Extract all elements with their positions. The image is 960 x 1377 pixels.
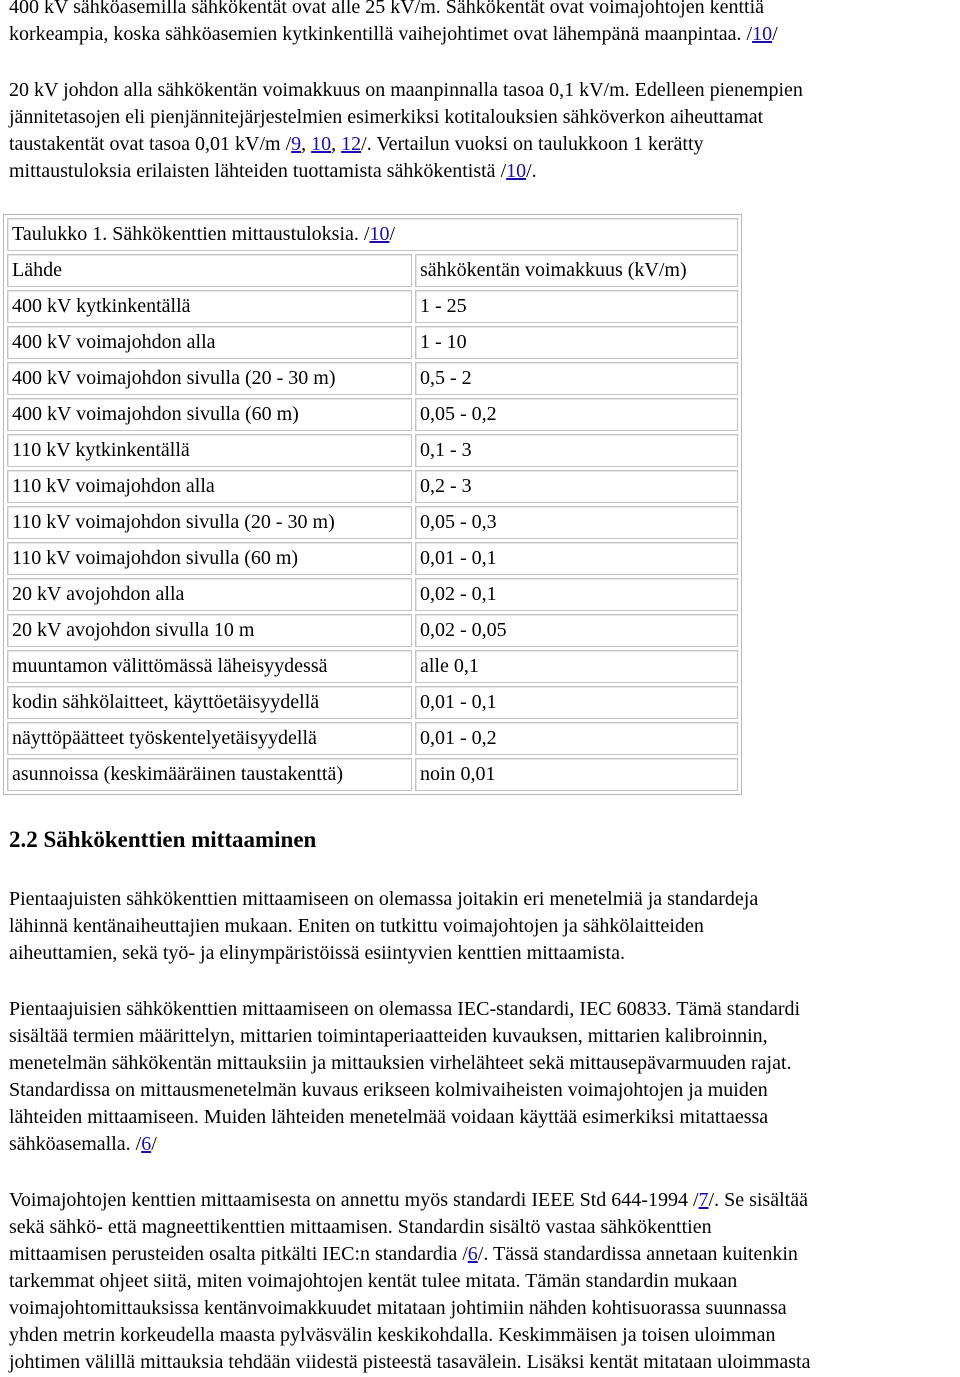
- text-run: /: [389, 223, 396, 245]
- reference-link-6[interactable]: 6: [467, 1243, 478, 1265]
- text-line: [9, 158, 954, 185]
- table-row: [7, 650, 738, 683]
- cell-source: 110 kV voimajohdon sivulla (60 m): [7, 542, 412, 575]
- cell-field-strength: 0,1 - 3: [415, 434, 738, 467]
- table-row: [7, 290, 738, 323]
- cell-field-strength: 0,5 - 2: [415, 362, 738, 395]
- measurement-table-wrapper: [3, 214, 742, 795]
- measurement-methods-paragraph: [9, 886, 954, 967]
- table-row: [7, 758, 738, 791]
- text-line: [9, 21, 954, 48]
- table-row: [7, 326, 738, 359]
- reference-link-12[interactable]: 12: [341, 133, 362, 155]
- text-line: voimajohtomittauksissa kentänvoimakkuudet mitataan johtimiin nähden kohtisuorassa suunnassa: [9, 1297, 787, 1319]
- text-line: sekä sähkö- että magneettikenttien mittaamisen. Standardin sisältö vastaa sähkökenttien: [9, 1216, 712, 1238]
- section-heading: 2.2 Sähkökenttien mittaaminen: [9, 827, 317, 852]
- field-strength-paragraph: [9, 77, 954, 185]
- cell-source: näyttöpäätteet työskentelyetäisyydellä: [7, 722, 412, 755]
- cell-source: 400 kV voimajohdon sivulla (60 m): [7, 398, 412, 431]
- text-line: yhden metrin korkeudella maasta pylväsvälin keskikohdalla. Keskimmäisen ja toisen uloimman: [9, 1324, 776, 1346]
- text-run: ,: [301, 133, 312, 155]
- table-row: [7, 614, 738, 647]
- text-line: menetelmän sähkökentän mittauksiin ja mittauksien virhelähteet sekä mittausepävarmuuden rajat.: [9, 1052, 792, 1074]
- reference-link-7[interactable]: 7: [698, 1189, 709, 1211]
- text-line: sisältää termien määrittelyn, mittarien toimintaperiaatteiden kuvauksen, mittarien kalibroinnin,: [9, 1025, 768, 1047]
- text-line: aiheuttamien, sekä työ- ja elinympäristöissä esiintyvien kenttien mittaamista.: [9, 942, 625, 964]
- cell-source: 110 kV kytkinkentällä: [7, 434, 412, 467]
- text-run: mittaustuloksia erilaisten lähteiden tuottamista sähkökentistä /: [9, 160, 507, 182]
- reference-link-9[interactable]: 9: [291, 133, 302, 155]
- text-line: tarkemmat ohjeet siitä, miten voimajohtojen kentät tulee mitata. Tämän standardin mukaan: [9, 1270, 738, 1292]
- table-caption-row: [7, 218, 738, 251]
- reference-link-6[interactable]: 6: [141, 1133, 152, 1155]
- text-line: jännitetasojen eli pienjännitejärjestelmien esimerkiksi kotitalouksien sähköverkon aiheuttamat: [9, 106, 764, 128]
- cell-field-strength: 1 - 25: [415, 290, 738, 323]
- text-run: taustakentät ovat tasoa 0,01 kV/m /: [9, 133, 292, 155]
- text-line: lähinnä kentänaiheuttajien mukaan. Eniten on tutkittu voimajohtojen ja sähkölaitteiden: [9, 915, 704, 937]
- text-line: johtimen välillä mittauksia tehdään viidestä pisteestä tasavälein. Lisäksi kentät mitataan uloimmasta: [9, 1351, 811, 1373]
- column-header-field-strength: sähkökentän voimakkuus (kV/m): [415, 254, 738, 287]
- cell-source: 400 kV voimajohdon alla: [7, 326, 412, 359]
- text-run: /. Tässä standardissa annetaan kuitenkin: [477, 1243, 798, 1265]
- text-line: [9, 131, 954, 158]
- table-row: [7, 470, 738, 503]
- table-row: [7, 686, 738, 719]
- text-line: Pientaajuisten sähkökenttien mittaamiseen on olemassa joitakin eri menetelmiä ja standardeja: [9, 888, 759, 910]
- iec-standard-paragraph: [9, 996, 954, 1158]
- text-line: 20 kV johdon alla sähkökentän voimakkuus on maanpinnalla tasoa 0,1 kV/m. Edelleen pienempien: [9, 79, 803, 101]
- cell-field-strength: 0,05 - 0,2: [415, 398, 738, 431]
- table-row: [7, 722, 738, 755]
- cell-field-strength: 0,05 - 0,3: [415, 506, 738, 539]
- text-run: sähköasemalla. /: [9, 1133, 142, 1155]
- reference-link-10[interactable]: 10: [311, 133, 332, 155]
- text-run: ,: [331, 133, 342, 155]
- cell-field-strength: alle 0,1: [415, 650, 738, 683]
- table-row: [7, 578, 738, 611]
- reference-link-10[interactable]: 10: [752, 23, 773, 45]
- text-run: Voimajohtojen kenttien mittaamisesta on annettu myös standardi IEEE Std 644-1994 /: [9, 1189, 699, 1211]
- intro-paragraph: [9, 0, 954, 48]
- cell-field-strength: 0,02 - 0,1: [415, 578, 738, 611]
- cell-source: 20 kV avojohdon sivulla 10 m: [7, 614, 412, 647]
- text-run: /. Se sisältää: [708, 1189, 808, 1211]
- reference-link-10[interactable]: 10: [369, 223, 390, 245]
- cell-source: 400 kV voimajohdon sivulla (20 - 30 m): [7, 362, 412, 395]
- text-run: /.: [526, 160, 537, 182]
- cell-source: 20 kV avojohdon alla: [7, 578, 412, 611]
- text-line: lähteiden mittaamiseen. Muiden lähteiden menetelmää voidaan käyttää esimerkiksi mitattaessa: [9, 1106, 769, 1128]
- reference-link-10[interactable]: 10: [506, 160, 527, 182]
- measurement-table: [3, 214, 742, 795]
- text-line: [9, 1131, 954, 1158]
- text-run: mittaamisen perusteiden osalta pitkälti IEC:n standardia /: [9, 1243, 468, 1265]
- cell-source: muuntamon välittömässä läheisyydessä: [7, 650, 412, 683]
- cell-field-strength: 0,01 - 0,1: [415, 686, 738, 719]
- column-header-source: Lähde: [7, 254, 412, 287]
- cell-field-strength: 0,01 - 0,1: [415, 542, 738, 575]
- cell-source: kodin sähkölaitteet, käyttöetäisyydellä: [7, 686, 412, 719]
- table-header-row: [7, 254, 738, 287]
- table-row: [7, 362, 738, 395]
- cell-source: 110 kV voimajohdon sivulla (20 - 30 m): [7, 506, 412, 539]
- text-run: Taulukko 1. Sähkökenttien mittaustuloksia. /: [12, 223, 370, 245]
- text-line: Pientaajuisien sähkökenttien mittaamiseen on olemassa IEC-standardi, IEC 60833. Tämä standardi: [9, 998, 801, 1020]
- text-line: 400 kV sähköasemilla sähkökentät ovat alle 25 kV/m. Sähkökentät ovat voimajohtojen kenttiä: [9, 0, 765, 18]
- text-line: [9, 1241, 960, 1268]
- text-run: /: [151, 1133, 157, 1155]
- cell-field-strength: noin 0,01: [415, 758, 738, 791]
- table-caption: [7, 218, 738, 251]
- cell-field-strength: 0,2 - 3: [415, 470, 738, 503]
- cell-source: asunnoissa (keskimääräinen taustakenttä): [7, 758, 412, 791]
- cell-source: 110 kV voimajohdon alla: [7, 470, 412, 503]
- cell-field-strength: 0,01 - 0,2: [415, 722, 738, 755]
- text-run: /: [772, 23, 778, 45]
- text-line: Standardissa on mittausmenetelmän kuvaus erikseen kolmivaiheisten voimajohtojen ja muiden: [9, 1079, 768, 1101]
- table-row: [7, 434, 738, 467]
- table-row: [7, 542, 738, 575]
- cell-field-strength: 0,02 - 0,05: [415, 614, 738, 647]
- cell-source: 400 kV kytkinkentällä: [7, 290, 412, 323]
- table-row: [7, 506, 738, 539]
- ieee-standard-paragraph: [9, 1187, 960, 1376]
- text-run: korkeampia, koska sähköasemien kytkinkentillä vaihejohtimet ovat lähempänä maanpintaa. /: [9, 23, 753, 45]
- text-run: /. Vertailun vuoksi on taulukkoon 1 kerätty: [361, 133, 704, 155]
- cell-field-strength: 1 - 10: [415, 326, 738, 359]
- text-line: [9, 1187, 960, 1214]
- table-row: [7, 398, 738, 431]
